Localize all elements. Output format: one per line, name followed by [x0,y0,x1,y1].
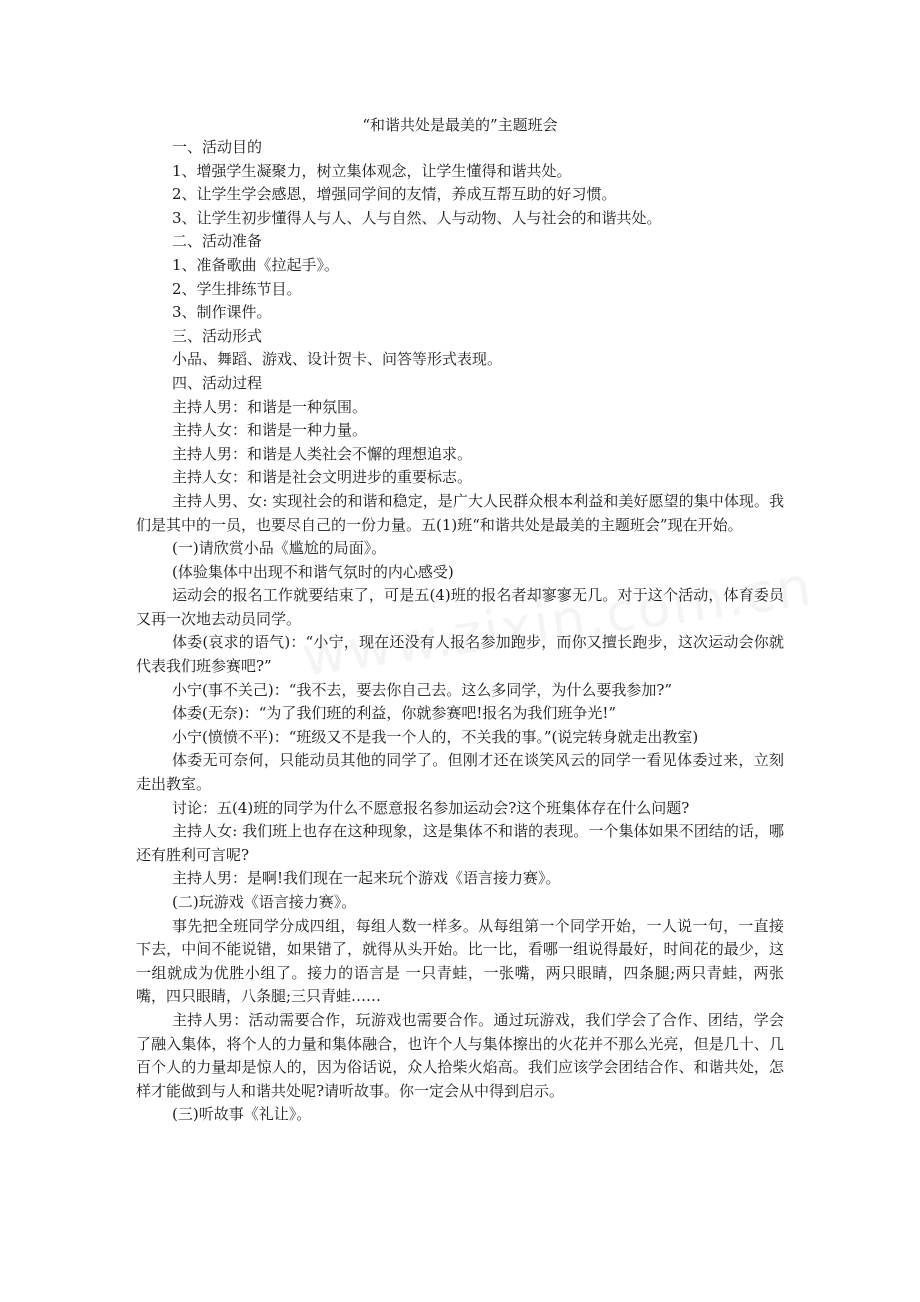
paragraph: 3、让学生初步懂得人与人、人与自然、人与动物、人与社会的和谐共处。 [172,208,662,227]
paragraph: 一、活动目的 [172,138,263,156]
paragraph: 主持人男：和谐是人类社会不懈的理想追求。 [172,444,473,463]
paragraph: (二)玩游戏《语言接力赛》。 [172,893,357,911]
paragraph: 二、活动准备 [172,232,263,251]
paragraph: 小宁(愤愤不平)：“班级又不是我一个人的，不关我的事。”(说完转身就走出教室) [172,727,699,746]
paragraph: 主持人女：和谐是一种力量。 [172,421,368,440]
paragraph: 主持人女：和谐是社会文明进步的重要标志。 [172,468,473,487]
document-title: “和谐共处是最美的”主题班会 [362,116,558,134]
paragraph: 1、准备歌曲《拉起手》。 [172,255,340,274]
paragraph: 体委(哀求的语气)：“小宁，现在还没有人报名参加跑步，而你又擅长跑步，这次运动会你就代表我们班参赛吧?” [136,633,784,676]
paragraph: (一)请欣赏小品《尴尬的局面》。 [172,539,387,558]
paragraph: (三)听故事《礼让》。 [172,1105,312,1124]
paragraph: 四、活动过程 [172,373,263,392]
paragraph: 主持人男：是啊!我们现在一起来玩个游戏《语言接力赛》。 [172,869,561,888]
paragraph: 3、制作课件。 [172,303,272,322]
document-body [136,136,784,1127]
paragraph: 事先把全班同学分成四组，每组人数一样多。从每组第一个同学开始，一人说一句，一直接下去，中间不能说错，如果错了，就得从头开始。比一比，看哪一组说得最好，时间花的最少，这一组就成为优胜小组了。接力的语言是 一只青蛙，一张嘴，两只眼睛，四条腿;两只青蛙，两张嘴，四只眼睛，八条腿;三只青蛙…… [136,916,784,1006]
paragraph: (体验集体中出现不和谐气氛时的内心感受) [172,562,454,581]
paragraph: 三、活动形式 [172,326,263,345]
paragraph: 主持人男：活动需要合作，玩游戏也需要合作。通过玩游戏，我们学会了合作、团结，学会了融入集体，将个人的力量和集体融合，也许个人与集体擦出的火花并不那么光亮，但是几十、几百个人的力量却是惊人的，因为俗话说，众人拾柴火焰高。我们应该学会团结合作、和谐共处，怎样才能做到与人和谐共处呢?请听故事。你一定会从中得到启示。 [136,1010,784,1100]
paragraph: 主持人男、女: 实现社会的和谐和稳定，是广大人民群众根本利益和美好愿望的集中体现。我们是其中的一员，也要尽自己的一份力量。五(1)班“和谐共处是最美的主题班会”现在开始。 [136,491,784,534]
paragraph: 体委无可奈何，只能动员其他的同学了。但刚才还在谈笑风云的同学一看见体委过来，立刻走出教室。 [136,751,784,794]
paragraph: 讨论：五(4)班的同学为什么不愿意报名参加运动会?这个班集体存在什么问题? [172,798,690,817]
paragraph: 小宁(事不关己)：“我不去，要去你自己去。这么多同学，为什么要我参加?” [172,680,673,699]
paragraph: 主持人女: 我们班上也存在这种现象，这是集体不和谐的表现。一个集体如果不团结的话，哪还有胜利可言呢? [136,822,784,864]
paragraph: 1、增强学生凝聚力，树立集体观念，让学生懂得和谐共处。 [172,161,572,180]
paragraph: 小品、舞蹈、游戏、设计贺卡、问答等形式表现。 [172,350,503,369]
paragraph: 2、让学生学会感恩，增强同学间的友情，养成互帮互助的好习惯。 [172,185,617,204]
paragraph: 体委(无奈)：“为了我们班的利益，你就参赛吧!报名为我们班争光!” [172,704,617,723]
paragraph: 2、学生排练节目。 [172,279,302,298]
paragraph: 运动会的报名工作就要结束了，可是五(4)班的报名者却寥寥无几。对于这个活动，体育委员又再一次地去动员同学。 [136,586,784,628]
paragraph: 主持人男：和谐是一种氛围。 [172,397,368,416]
